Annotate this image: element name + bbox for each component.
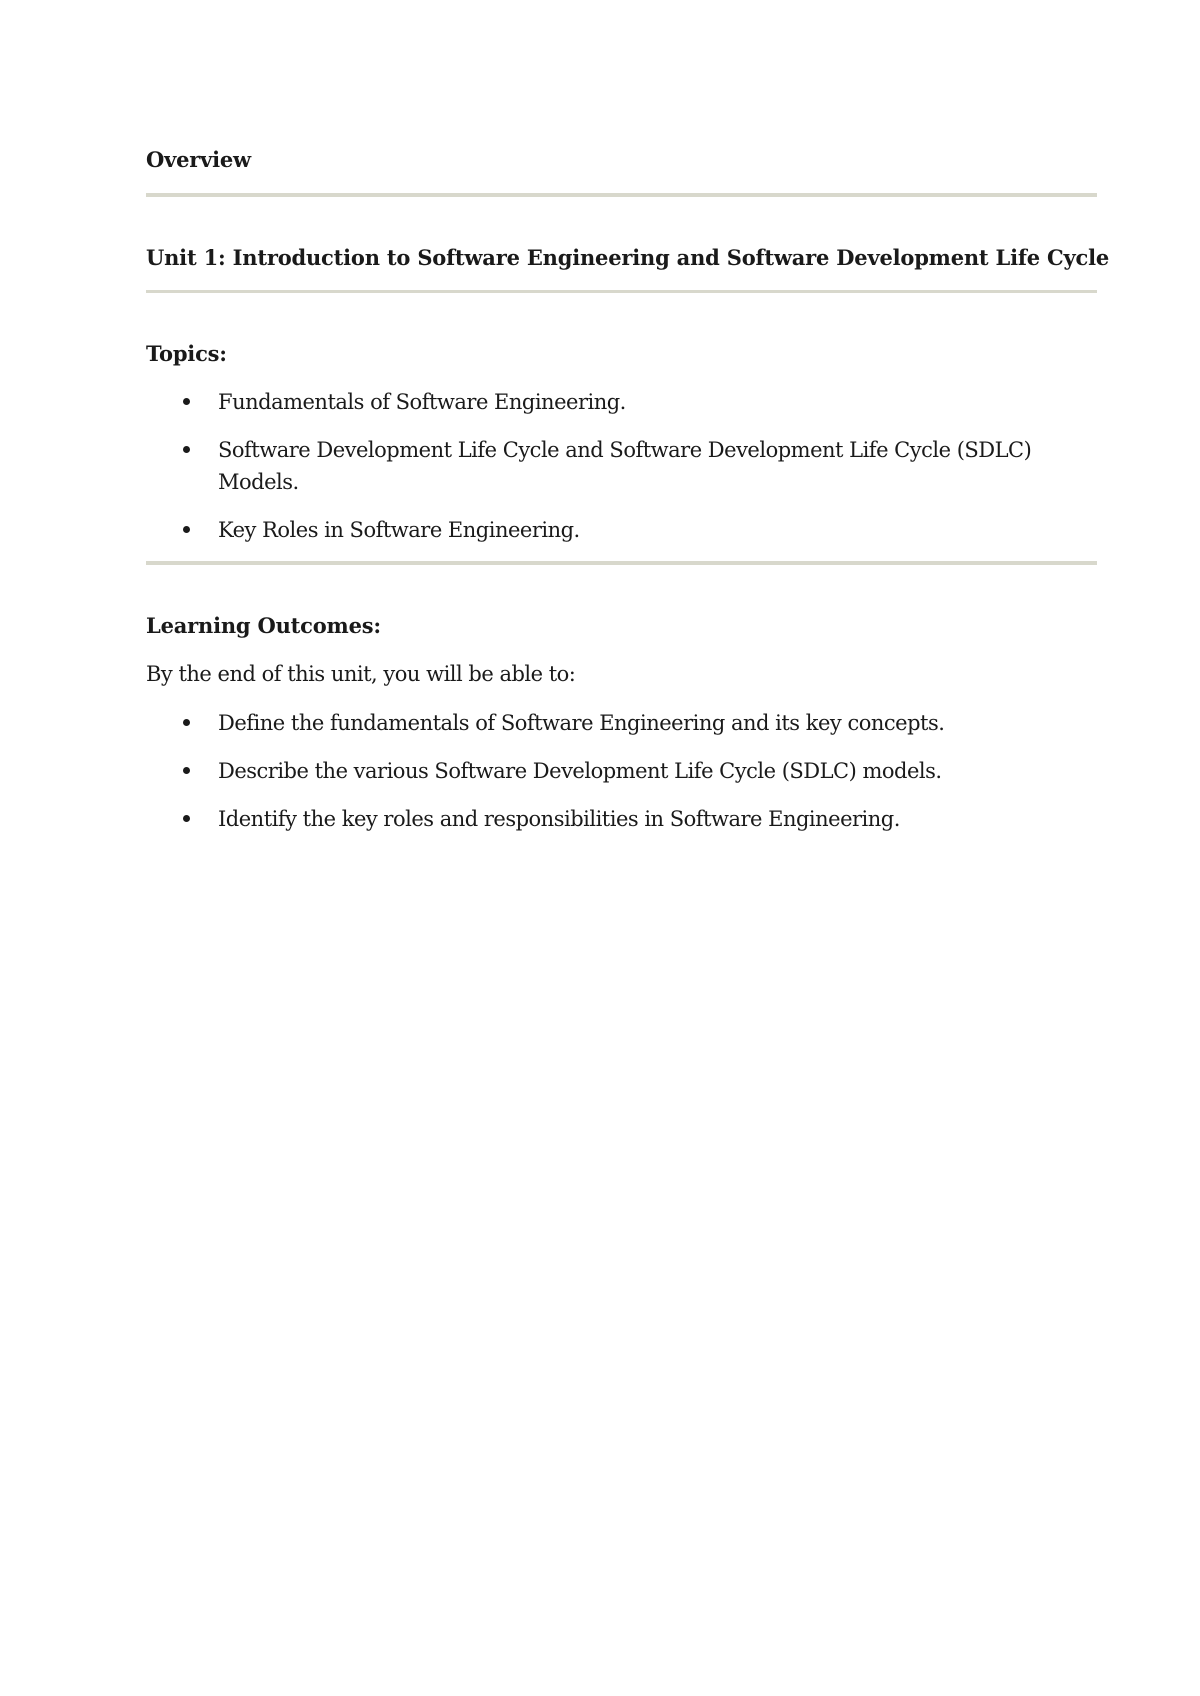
- divider: [146, 561, 1097, 565]
- list-item-text: Identify the key roles and responsibilities in Software Engineering.: [218, 807, 900, 831]
- divider: [146, 290, 1097, 293]
- learning-outcomes-heading: Learning Outcomes:: [146, 613, 381, 638]
- list-item-text: Fundamentals of Software Engineering.: [218, 390, 626, 414]
- list-item-text: Software Development Life Cycle and Software Development Life Cycle (SDLC): [218, 438, 1032, 462]
- divider: [146, 193, 1097, 197]
- learning-outcomes-intro: By the end of this unit, you will be able to:: [146, 662, 576, 686]
- list-item-text-continued: Models.: [218, 470, 299, 494]
- list-item-text: Key Roles in Software Engineering.: [218, 518, 580, 542]
- list-item-text: Describe the various Software Development Life Cycle (SDLC) models.: [218, 759, 942, 783]
- overview-heading: Overview: [146, 147, 251, 172]
- unit-title: Unit 1: Introduction to Software Engineering and Software Development Life Cycle: [146, 245, 1110, 270]
- topics-heading: Topics:: [146, 341, 227, 366]
- list-item-text: Define the fundamentals of Software Engineering and its key concepts.: [218, 711, 945, 735]
